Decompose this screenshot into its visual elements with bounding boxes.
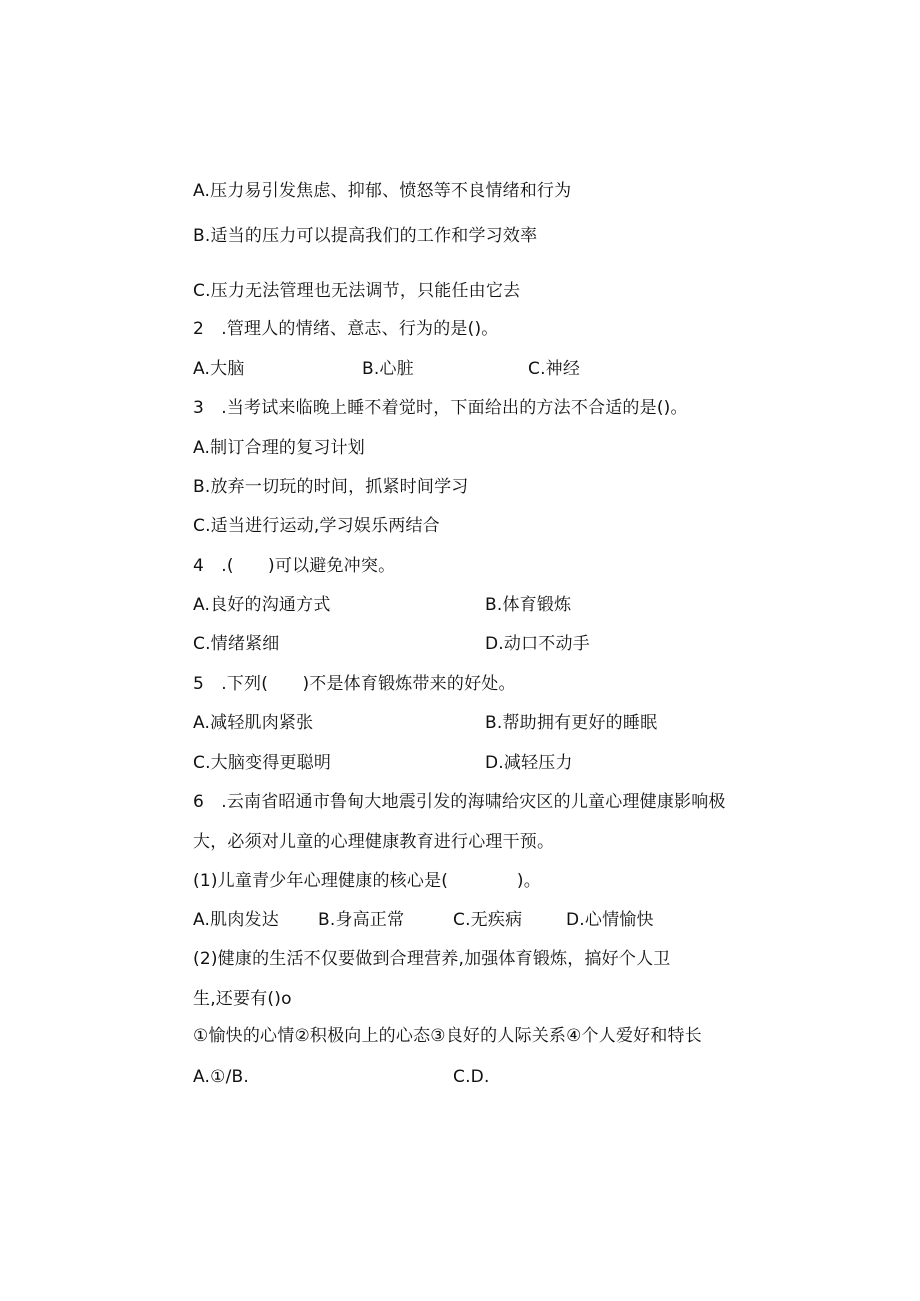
q4-option-d: D.动口不动手 [485,634,590,654]
q2-option-c: C.神经 [528,359,581,379]
q3-option-b: B.放弃一切玩的时间，抓紧时间学习 [193,477,469,497]
q6-sub1-option-d: D.心情愉快 [566,910,654,930]
q4-option-a: A.良好的沟通方式 [193,595,331,615]
q6-sub1-option-a: A.肌肉发达 [193,910,279,930]
q6-sub2-option-ab: A.①/B. [193,1067,249,1087]
q5-option-b: B.帮助拥有更好的睡眠 [485,713,658,733]
q6-sub1-question: (1)儿童青少年心理健康的核心是( )。 [193,871,541,891]
question-6-line1: 6 .云南省昭通市鲁甸大地震引发的海啸给灾区的儿童心理健康影响极 [193,792,726,812]
question-6-line2: 大，必须对儿童的心理健康教育进行心理干预。 [193,832,555,852]
q5-option-c: C.大脑变得更聪明 [193,753,332,773]
q6-sub1-option-c: C.无疾病 [453,910,523,930]
q6-sub2-question-line2: 生,还要有()o [193,989,292,1009]
q2-option-b: B.心脏 [362,359,414,379]
q2-option-a: A.大脑 [193,359,245,379]
q6-sub2-items: ①愉快的心情②积极向上的心态③良好的人际关系④个人爱好和特长 [193,1026,702,1046]
q5-option-d: D.减轻压力 [485,753,573,773]
question-3: 3 .当考试来临晚上睡不着觉时，下面给出的方法不合适的是()。 [193,398,688,418]
q1-option-b: B.适当的压力可以提高我们的工作和学习效率 [193,226,538,246]
q3-option-a: A.制订合理的复习计划 [193,438,365,458]
q6-sub2-question-line1: (2)健康的生活不仅要做到合理营养,加强体育锻炼，搞好个人卫 [193,949,671,969]
q6-sub2-option-cd: C.D. [453,1067,490,1087]
q4-option-c: C.情绪紧细 [193,634,280,654]
q4-option-b: B.体育锻炼 [485,595,572,615]
q1-option-a: A.压力易引发焦虑、抑郁、愤怒等不良情绪和行为 [193,181,572,201]
q5-option-a: A.减轻肌肉紧张 [193,713,314,733]
q3-option-c: C.适当进行运动,学习娱乐两结合 [193,516,440,536]
question-5: 5 .下列( )不是体育锻炼带来的好处。 [193,674,516,694]
q6-sub1-option-b: B.身高正常 [318,910,405,930]
question-4: 4 .( )可以避免冲突。 [193,556,396,576]
question-2: 2 .管理人的情绪、意志、行为的是()。 [193,319,499,339]
q1-option-c: C.压力无法管理也无法调节，只能任由它去 [193,281,521,301]
